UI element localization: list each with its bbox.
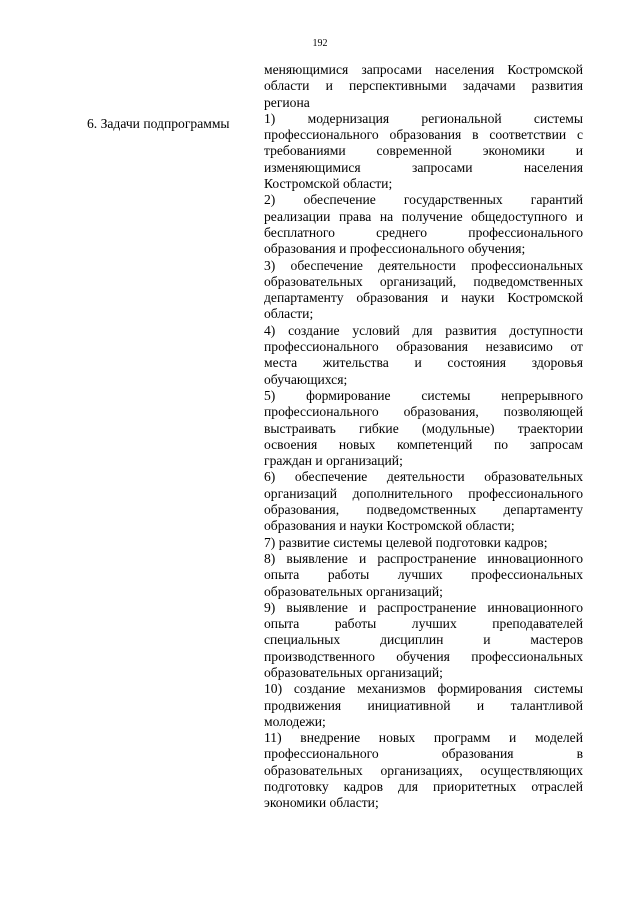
text-line: региона	[264, 94, 310, 110]
text-line: опыта работы лучших профессиональных	[264, 567, 583, 583]
text-line: Костромской области;	[264, 176, 393, 192]
task-item	[264, 681, 583, 730]
text-line: производственного обучения профессиональных	[264, 648, 583, 664]
row-label-subprogram-tasks: 6. Задачи подпрограммы	[87, 116, 230, 131]
text-line: образовательных организаций, подведомственных	[264, 273, 583, 289]
task-item	[264, 192, 583, 257]
text-line: 7) развитие системы целевой подготовки кадров;	[264, 534, 548, 550]
text-line: образовательных организаций;	[264, 583, 443, 599]
text-line: профессионального образования в	[264, 746, 583, 762]
text-line: экономики области;	[264, 795, 379, 811]
task-item	[264, 388, 583, 469]
text-line: 10) создание механизмов формирования системы	[264, 681, 583, 697]
text-line: 1) модернизация региональной системы	[264, 110, 583, 126]
text-line: 6) обеспечение деятельности образовательных	[264, 469, 583, 485]
text-line: выстраивать гибкие (модульные) траектории	[264, 420, 583, 436]
text-line: специальных дисциплин и мастеров	[264, 632, 583, 648]
text-line: образования, подведомственных департаменту	[264, 502, 583, 518]
text-line: департаменту образования и науки Костромской	[264, 290, 583, 306]
text-line: подготовку кадров для приоритетных отраслей	[264, 779, 583, 795]
text-line: 2) обеспечение государственных гарантий	[264, 192, 583, 208]
task-item	[264, 469, 583, 534]
text-line: профессионального образования в соответствии с	[264, 127, 583, 143]
task-item	[264, 111, 583, 192]
text-line: 5) формирование системы непрерывного	[264, 387, 583, 403]
text-line: области и перспективными задачами развития	[264, 78, 583, 94]
page-number: 192	[312, 38, 328, 49]
text-line: образовательных организаций;	[264, 664, 443, 680]
text-line: молодежи;	[264, 713, 326, 729]
text-line: освоения новых компетенций по запросам	[264, 436, 583, 452]
tasks-list	[264, 111, 583, 812]
text-line: граждан и организаций;	[264, 453, 403, 469]
text-line: 8) выявление и распространение инновационного	[264, 550, 583, 566]
task-item	[264, 535, 583, 551]
text-line: обучающихся;	[264, 371, 348, 387]
text-line: 4) создание условий для развития доступности	[264, 322, 583, 338]
task-item	[264, 323, 583, 388]
text-line: области;	[264, 306, 314, 322]
task-item	[264, 258, 583, 323]
text-line: продвижения инициативной и талантливой	[264, 697, 583, 713]
text-line: изменяющимися запросами населения	[264, 159, 583, 175]
text-line: опыта работы лучших преподавателей	[264, 616, 583, 632]
text-line: образования и науки Костромской области;	[264, 518, 515, 534]
task-item	[264, 551, 583, 600]
tasks-cell	[264, 62, 583, 812]
text-line: образования и профессионального обучения;	[264, 241, 526, 257]
text-line: профессионального образования, позволяющей	[264, 404, 583, 420]
text-line: профессионального образования независимо от	[264, 339, 583, 355]
text-line: места жительства и состояния здоровья	[264, 355, 583, 371]
text-line: реализации права на получение общедоступного и	[264, 208, 583, 224]
text-line: 9) выявление и распространение инновационного	[264, 599, 583, 615]
text-line: 3) обеспечение деятельности профессиональных	[264, 257, 583, 273]
text-line: меняющимися запросами населения Костромской	[264, 62, 583, 77]
text-line: 11) внедрение новых программ и моделей	[264, 730, 583, 746]
intro-paragraph	[264, 62, 583, 111]
text-line: требованиями современной экономики и	[264, 143, 583, 159]
task-item	[264, 730, 583, 811]
text-line: организаций дополнительного профессионального	[264, 485, 583, 501]
task-item	[264, 600, 583, 681]
text-line: образовательных организациях, осуществляющих	[264, 762, 583, 778]
text-line: бесплатного среднего профессионального	[264, 224, 583, 240]
